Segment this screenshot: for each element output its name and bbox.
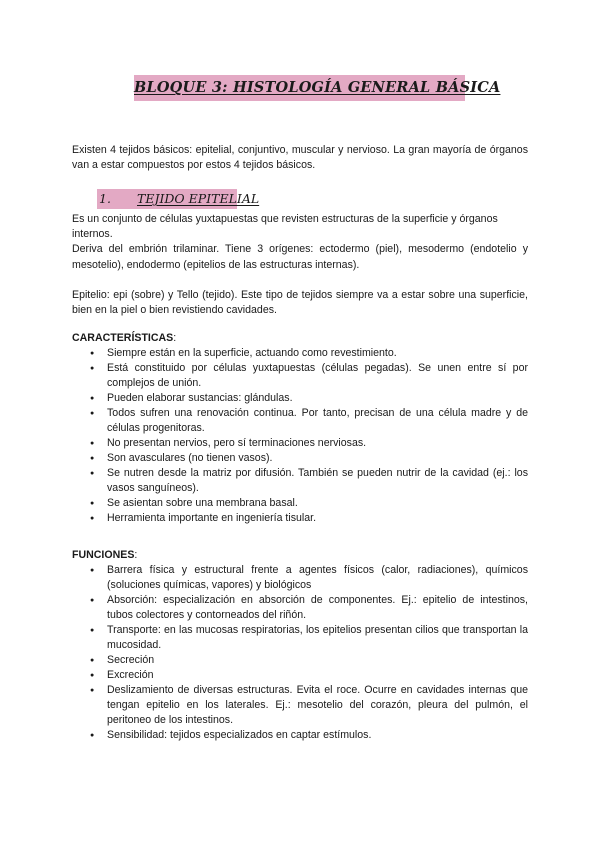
section-heading xyxy=(97,189,260,209)
section-label: TEJIDO EPITELIAL xyxy=(137,191,260,206)
caracteristicas-colon: : xyxy=(173,332,177,344)
list-item: ● Secreción xyxy=(107,653,528,668)
section-number: 1. xyxy=(99,191,111,206)
list-item: ● Se asientan sobre una membrana basal. xyxy=(107,496,528,511)
list-item: ● No presentan nervios, pero sí terminaciones nerviosas. xyxy=(107,436,528,451)
list-item: ● Excreción xyxy=(107,668,528,683)
epitelio-paragraph: Epitelio: epi (sobre) y Tello (tejido). Este tipo de tejidos siempre va a estar sobre una superficie, bien en la piel o bien revistiendo cavidades. xyxy=(72,289,528,317)
list-item: ● Herramienta importante en ingeniería tisular. xyxy=(107,511,528,526)
list-item: ● Deslizamiento de diversas estructuras. Evita el roce. Ocurre en cavidades internas que tengan epitelio en los laterales. Ej.: mesotelio del corazón, pleura del pulmón, el peritoneo de los intestinos. xyxy=(107,683,528,728)
list-item: ● Todos sufren una renovación continua. Por tanto, precisan de una célula madre y de células progenitoras. xyxy=(107,406,528,436)
definition-block xyxy=(72,212,528,273)
intro-paragraph: Existen 4 tejidos básicos: epitelial, conjuntivo, muscular y nervioso. La gran mayoría de órganos van a estar compuestos por estos 4 tejidos básicos. xyxy=(72,144,528,172)
list-item: ● Se nutren desde la matriz por difusión. También se pueden nutrir de la cavidad (ej.: los vasos sanguíneos). xyxy=(107,466,528,496)
list-item: ● Sensibilidad: tejidos especializados en captar estímulos. xyxy=(107,728,528,743)
list-item: ● Absorción: especialización en absorción de componentes. Ej.: epitelio de intestinos, tubos colectores y contorneados del riñón. xyxy=(107,593,528,623)
definition-paragraph: Es un conjunto de células yuxtapuestas que revisten estructuras de la superficie y órganos internos. xyxy=(72,213,498,241)
funciones-heading xyxy=(72,548,137,563)
caracteristicas-heading xyxy=(72,331,176,346)
origin-paragraph: Deriva del embrión trilaminar. Tiene 3 orígenes: ectodermo (piel), mesodermo (endotelio y mesotelio), endodermo (epitelios de las estructuras internas). xyxy=(72,243,528,271)
list-item: ● Está constituido por células yuxtapuestas (células pegadas). Se unen entre sí por complejos de unión. xyxy=(107,361,528,391)
list-item: ● Pueden elaborar sustancias: glándulas. xyxy=(107,391,528,406)
funciones-list xyxy=(107,563,528,743)
list-item: ● Siempre están en la superficie, actuando como revestimiento. xyxy=(107,346,528,361)
caracteristicas-heading-text: CARACTERÍSTICAS xyxy=(72,332,174,344)
funciones-colon: : xyxy=(134,549,138,561)
list-item: ● Barrera física y estructural frente a agentes físicos (calor, radiaciones), químicos (soluciones químicas, vapores) y biológicos xyxy=(107,563,528,593)
list-item: ● Transporte: en las mucosas respiratorias, los epitelios presentan cilios que transportan la mucosidad. xyxy=(107,623,528,653)
document-title: BLOQUE 3: HISTOLOGÍA GENERAL BÁSICA xyxy=(134,75,465,101)
caracteristicas-list xyxy=(107,346,528,526)
list-item: ● Son avasculares (no tienen vasos). xyxy=(107,451,528,466)
funciones-heading-text: FUNCIONES xyxy=(72,549,135,561)
